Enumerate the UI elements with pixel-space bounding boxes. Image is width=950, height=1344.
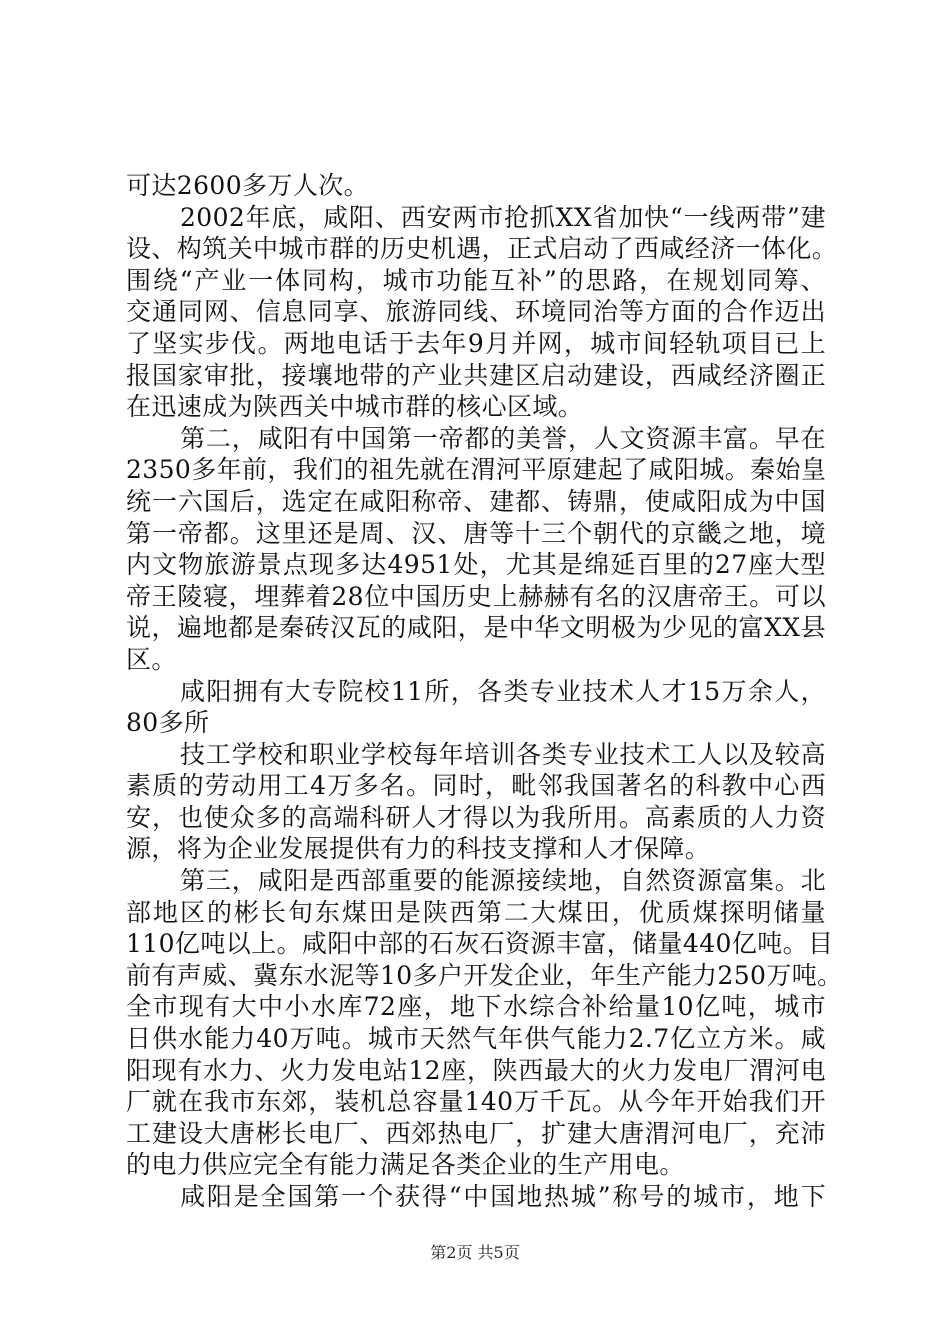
body-text-line: 统一六国后，选定在咸阳称帝、建都、铸鼎，使咸阳成为中国 [126,486,826,516]
body-text-line: 设、构筑关中城市群的历史机遇，正式启动了西咸经济一体化。 [126,234,838,264]
body-text-line: 了坚实步伐。两地电话于去年9月并网，城市间轻轨项目已上 [126,328,826,358]
body-text-line: 技工学校和职业学校每年培训各类专业技术工人以及较高 [180,739,826,769]
body-text-line: 内文物旅游景点现多达4951处，尤其是绵延百里的27座大型 [126,550,826,580]
body-text-line: 素质的劳动用工4万多名。同时，毗邻我国著名的科教中心西 [126,771,826,801]
body-text-line: 第二，咸阳有中国第一帝都的美誉，人文资源丰富。早在 [180,423,826,453]
body-text-line: 咸阳拥有大专院校11所，各类专业技术人才15万余人， [180,676,826,706]
body-text-line: 说，遍地都是秦砖汉瓦的咸阳，是中华文明极为少见的富XX县 [126,613,826,643]
document-body [126,170,843,1213]
body-text-line: 报国家审批，接壤地带的产业共建区启动建设，西咸经济圈正 [126,360,826,390]
body-text-line: 安，也使众多的高端科研人才得以为我所用。高素质的人力资 [126,802,826,832]
body-text-line: 工建设大唐彬长电厂、西郊热电厂，扩建大唐渭河电厂，充沛 [126,1118,826,1148]
body-text-line: 80多所 [126,708,210,738]
body-text-line: 110亿吨以上。咸阳中部的石灰石资源丰富，储量440亿吨。目 [126,929,834,959]
body-text-line: 2350多年前，我们的祖先就在渭河平原建起了咸阳城。秦始皇 [126,455,827,485]
body-text-line: 在迅速成为陕西关中城市群的核心区域。 [126,392,584,422]
body-text-line: 咸阳是全国第一个获得“中国地热城”称号的城市，地下 [180,1182,826,1211]
body-text-line: 第三，咸阳是西部重要的能源接续地，自然资源富集。北 [180,866,826,896]
body-text-line: 2002年底，咸阳、西安两市抢抓XX省加快“一线两带”建 [180,202,826,232]
body-text-line: 围绕“产业一体同构，城市功能互补”的思路，在规划同筹、 [126,265,826,295]
body-text-line: 阳现有水力、火力发电站12座，陕西最大的火力发电厂渭河电 [126,1055,826,1085]
body-text-line: 日供水能力40万吨。城市天然气年供气能力2.7亿立方米。咸 [126,1024,826,1054]
body-text-line: 帝王陵寝，埋葬着28位中国历史上赫赫有名的汉唐帝王。可以 [126,581,826,611]
body-text-line: 区。 [126,644,177,674]
page-footer: 第2页 共5页 [430,1243,520,1262]
body-text-line: 部地区的彬长旬东煤田是陕西第二大煤田，优质煤探明储量 [126,897,826,927]
body-text-line: 的电力供应完全有能力满足各类企业的生产用电。 [126,1150,685,1180]
body-text-line: 全市现有大中小水库72座，地下水综合补给量10亿吨，城市 [126,992,826,1022]
body-text-line: 交通同网、信息同享、旅游同线、环境同治等方面的合作迈出 [126,297,826,327]
body-text-line: 可达2600多万人次。 [126,171,370,200]
body-text-line: 厂就在我市东郊，装机总容量140万千瓦。从今年开始我们开 [126,1087,826,1117]
body-text-line: 源，将为企业发展提供有力的科技支撑和人才保障。 [126,834,711,864]
body-text-line: 前有声威、冀东水泥等10多户开发企业，年生产能力250万吨。 [126,960,843,990]
body-text-line: 第一帝都。这里还是周、汉、唐等十三个朝代的京畿之地，境 [126,518,826,548]
